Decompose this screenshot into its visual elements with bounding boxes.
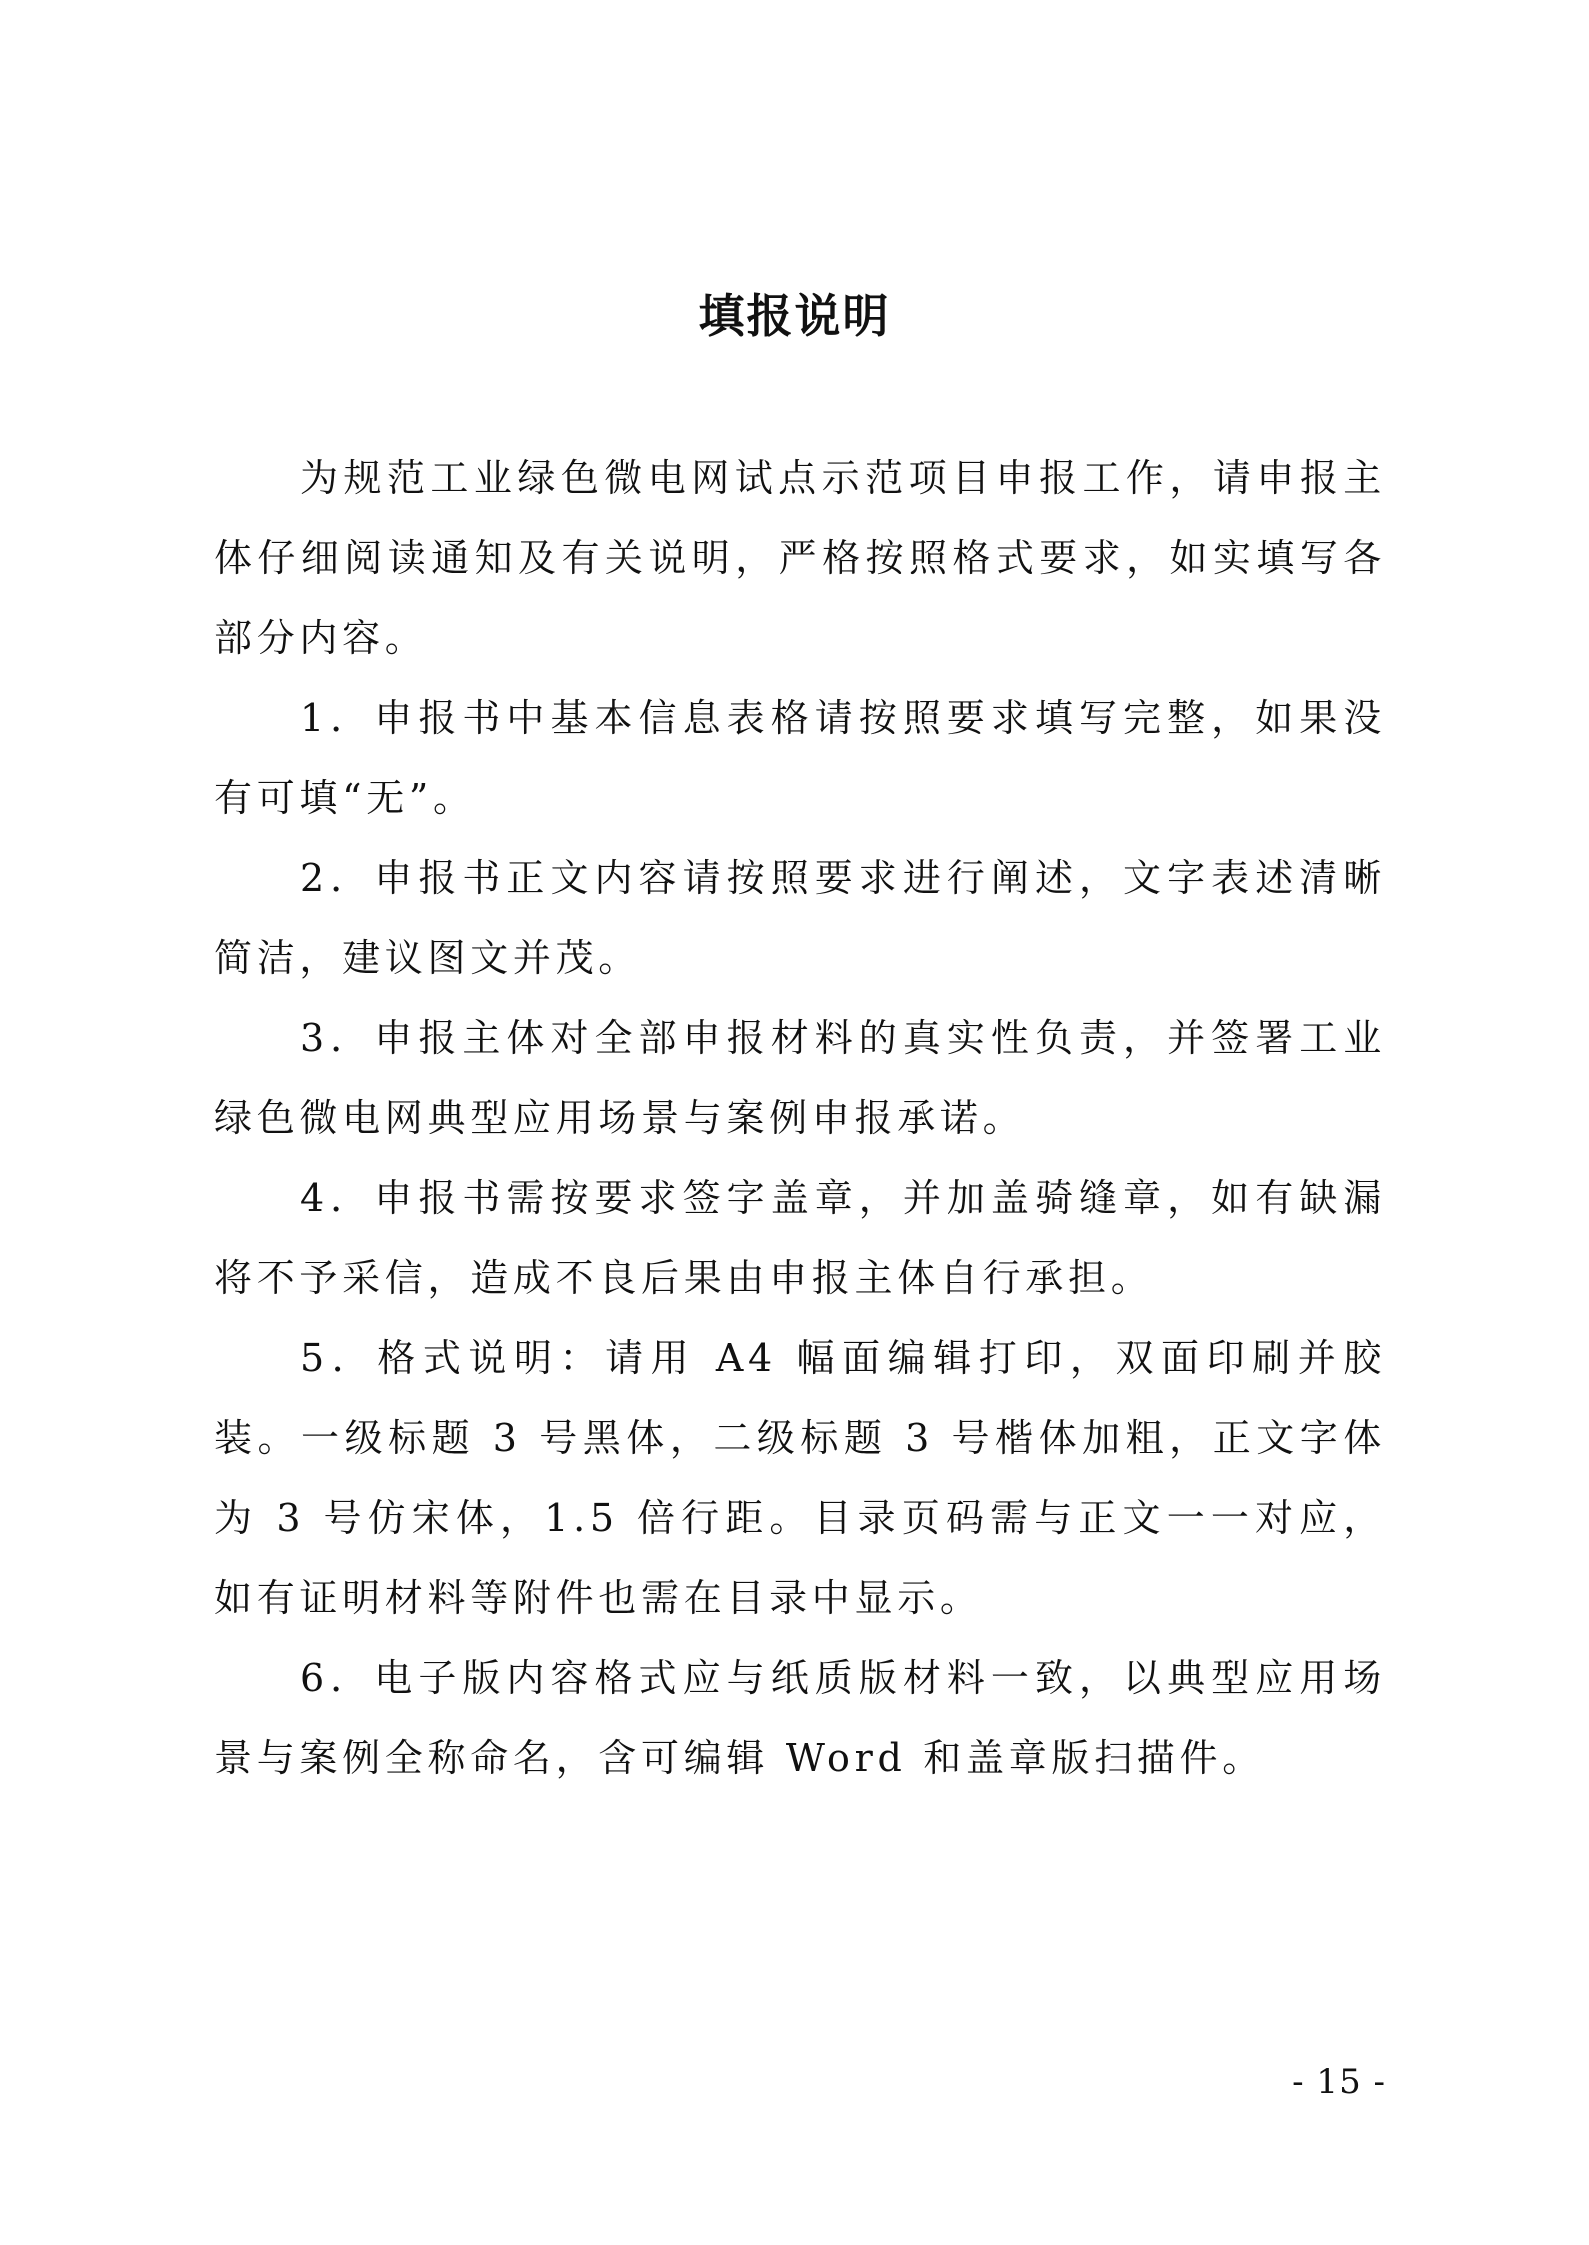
intro-paragraph: 为规范工业绿色微电网试点示范项目申报工作，请申报主体仔细阅读通知及有关说明，严格按照格式要求，如实填写各部分内容。 — [214, 456, 1386, 660]
instructions-body — [214, 438, 1386, 1798]
instruction-item-4: 4．申报书需按要求签字盖章，并加盖骑缝章，如有缺漏将不予采信，造成不良后果由申报主体自行承担。 — [214, 1176, 1386, 1300]
page-number: - 15 - — [1292, 2062, 1386, 2102]
instruction-item-3: 3．申报主体对全部申报材料的真实性负责，并签署工业绿色微电网典型应用场景与案例申报承诺。 — [214, 1016, 1386, 1140]
page-title: 填报说明 — [698, 289, 891, 343]
instruction-item-6: 6．电子版内容格式应与纸质版材料一致，以典型应用场景与案例全称命名，含可编辑 Word 和盖章版扫描件。 — [214, 1656, 1386, 1780]
instruction-item-5: 5．格式说明：请用 A4 幅面编辑打印，双面印刷并胶装。一级标题 3 号黑体，二级标题 3 号楷体加粗，正文字体为 3 号仿宋体，1.5 倍行距。目录页码需与正文一一对应，如有证明材料等附件也需在目录中显示。 — [214, 1336, 1386, 1620]
instruction-item-1: 1．申报书中基本信息表格请按照要求填写完整，如果没有可填“无”。 — [214, 696, 1386, 820]
instruction-item-2: 2．申报书正文内容请按照要求进行阐述，文字表述清晰简洁，建议图文并茂。 — [214, 856, 1386, 980]
